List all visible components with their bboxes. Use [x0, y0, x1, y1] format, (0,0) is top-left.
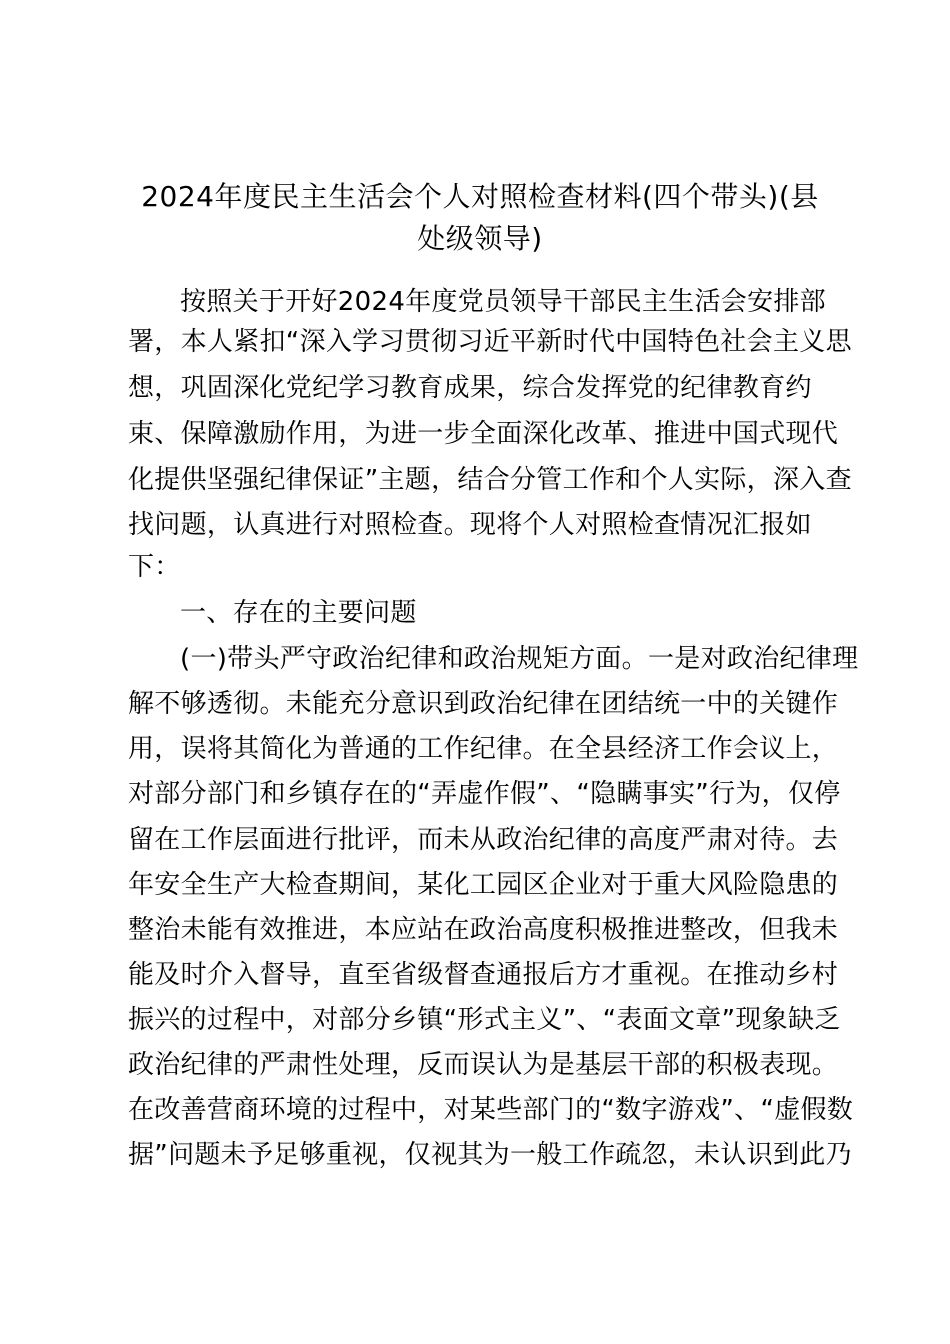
paragraph-line: 政治纪律的严肃性处理，反而误认为是基层干部的积极表现。 — [128, 1050, 839, 1080]
paragraph-line: 整治未能有效推进，本应站在政治高度积极推进整改，但我未 — [128, 915, 839, 945]
paragraph-line: 在改善营商环境的过程中，对某些部门的“数字游戏”、“虚假数 — [128, 1095, 854, 1125]
paragraph-line: 振兴的过程中，对部分乡镇“形式主义”、“表面文章”现象缺乏 — [128, 1005, 841, 1035]
paragraph-line: 用，误将其简化为普通的工作纪律。在全县经济工作会议上， — [128, 734, 839, 764]
paragraph-line: 能及时介入督导，直至省级督查通报后方才重视。在推动乡村 — [128, 960, 839, 990]
paragraph-line: 按照关于开好2024年度党员领导干部民主生活会安排部 — [180, 287, 826, 317]
paragraph-line: 留在工作层面进行批评，而未从政治纪律的高度严肃对待。去 — [128, 825, 839, 855]
paragraph-line: 想，巩固深化党纪学习教育成果，综合发挥党的纪律教育约 — [128, 373, 812, 403]
paragraph-line: 据”问题未予足够重视，仅视其为一般工作疏忽，未认识到此乃 — [128, 1140, 852, 1170]
document-title: 2024年度民主生活会个人对照检查材料(四个带头)(县处级领导) — [141, 180, 819, 255]
paragraph-line: 下： — [128, 552, 181, 582]
paragraph-line: 找问题，认真进行对照检查。现将个人对照检查情况汇报如 — [128, 510, 812, 540]
paragraph-line: 解不够透彻。未能充分意识到政治纪律在团结统一中的关键作 — [128, 689, 839, 719]
paragraph-line: 束、保障激励作用，为进一步全面深化改革、推进中国式现代 — [128, 419, 839, 449]
paragraph-line: 署，本人紧扣“深入学习贯彻习近平新时代中国特色社会主义思 — [128, 327, 852, 357]
paragraph-line: 化提供坚强纪律保证”主题，结合分管工作和个人实际，深入查 — [128, 465, 852, 495]
paragraph-line: (一)带头严守政治纪律和政治规矩方面。一是对政治纪律理 — [180, 644, 859, 674]
paragraph-line: 年安全生产大检查期间，某化工园区企业对于重大风险隐患的 — [128, 870, 839, 900]
paragraph-line: 对部分部门和乡镇存在的“弄虚作假”、“隐瞒事实”行为，仅停 — [128, 779, 841, 809]
section-heading: 一、存在的主要问题 — [180, 598, 417, 628]
